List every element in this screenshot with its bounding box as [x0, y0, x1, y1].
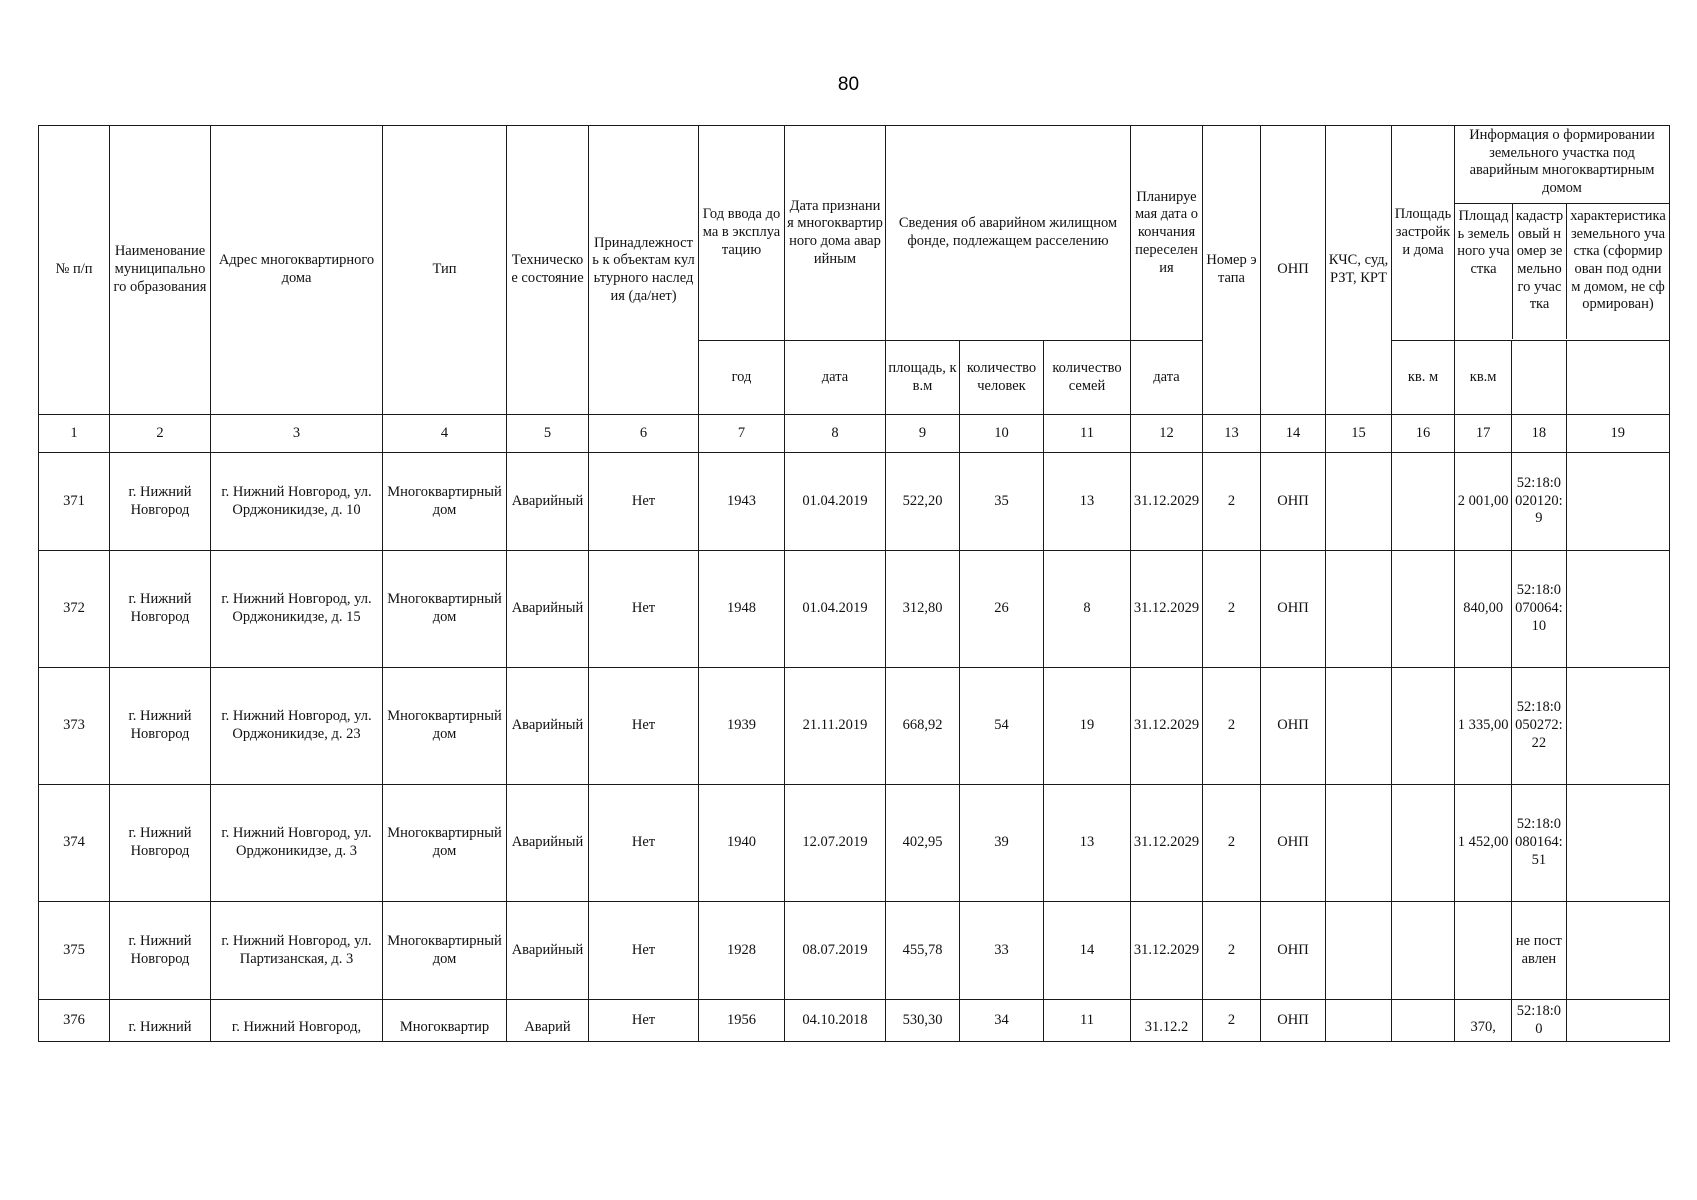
cell-heritage: Нет	[589, 785, 699, 902]
cell-planned-end: 31.12.2029	[1131, 668, 1203, 785]
cell-kchs	[1326, 668, 1392, 785]
cell-planned-end: 31.12.2029	[1131, 551, 1203, 668]
cell-tech-state: Аварий	[507, 1000, 589, 1042]
header-recognition-date: Дата признания многоквартирного дома аварийным	[785, 126, 886, 341]
cell-municipality: г. Нижний Новгород	[110, 551, 211, 668]
cell-planned-end: 31.12.2029	[1131, 785, 1203, 902]
header-land-char: характеристика земельного участка (сформирован под одним домом, не сформирован)	[1566, 204, 1669, 339]
sub-families: количество семей	[1044, 341, 1131, 415]
col-num: 3	[211, 415, 383, 453]
cell-built-area	[1392, 1000, 1455, 1042]
sub-year: год	[699, 341, 785, 415]
cell-people: 54	[960, 668, 1044, 785]
col-num: 14	[1261, 415, 1326, 453]
cell-area: 522,20	[886, 453, 960, 551]
cell-date: 01.04.2019	[785, 453, 886, 551]
cell-type: Многоквартир	[383, 1000, 507, 1042]
cell-year: 1939	[699, 668, 785, 785]
cell-kchs	[1326, 453, 1392, 551]
cell-land-area: 1 335,00	[1455, 668, 1512, 785]
cell-land-char	[1566, 551, 1669, 668]
cell-number: 374	[39, 785, 110, 902]
cell-municipality: г. Нижний Новгород	[110, 453, 211, 551]
cell-date: 12.07.2019	[785, 785, 886, 902]
cell-type: Многоквартирный дом	[383, 785, 507, 902]
cell-planned-end: 31.12.2029	[1131, 902, 1203, 1000]
cell-planned-end: 31.12.2029	[1131, 453, 1203, 551]
header-heritage: Принадлежность к объектам культурного наследия (да/нет)	[589, 126, 699, 415]
cell-kchs	[1326, 551, 1392, 668]
cell-kchs	[1326, 1000, 1392, 1042]
col-num: 5	[507, 415, 589, 453]
header-planned-end: Планируемая дата окончания переселения	[1131, 126, 1203, 341]
cell-area: 455,78	[886, 902, 960, 1000]
cell-heritage: Нет	[589, 1000, 699, 1042]
cell-stage: 2	[1203, 453, 1261, 551]
cell-tech-state: Аварийный	[507, 902, 589, 1000]
col-num: 10	[960, 415, 1044, 453]
cell-stage: 2	[1203, 1000, 1261, 1042]
cell-address: г. Нижний Новгород, ул. Орджоникидзе, д. 10	[211, 453, 383, 551]
header-land-area: Площадь земельного участка	[1457, 208, 1510, 278]
col-num: 11	[1044, 415, 1131, 453]
cell-cadastral: 52:18:0070064:10	[1512, 551, 1566, 668]
cell-type: Многоквартирный дом	[383, 551, 507, 668]
cell-families: 13	[1044, 453, 1131, 551]
cell-area: 312,80	[886, 551, 960, 668]
col-num: 12	[1131, 415, 1203, 453]
cell-people: 34	[960, 1000, 1044, 1042]
header-number: № п/п	[39, 126, 110, 415]
sub-kvm-built: кв. м	[1392, 341, 1455, 415]
cell-address: г. Нижний Новгород, ул. Орджоникидзе, д. 3	[211, 785, 383, 902]
cell-municipality: г. Нижний Новгород	[110, 785, 211, 902]
cell-type: Многоквартирный дом	[383, 668, 507, 785]
col-num: 16	[1392, 415, 1455, 453]
cell-municipality: г. Нижний Новгород	[110, 668, 211, 785]
cell-area: 530,30	[886, 1000, 960, 1042]
cell-onp: ОНП	[1261, 902, 1326, 1000]
cell-planned-end: 31.12.2	[1131, 1000, 1203, 1042]
cell-land-char	[1566, 453, 1669, 551]
header-land-info	[1455, 126, 1670, 341]
cell-people: 26	[960, 551, 1044, 668]
column-number-row	[39, 415, 1670, 453]
col-num: 7	[699, 415, 785, 453]
col-num: 9	[886, 415, 960, 453]
cell-address: г. Нижний Новгород, ул. Партизанская, д. 3	[211, 902, 383, 1000]
cell-type: Многоквартирный дом	[383, 453, 507, 551]
col-num: 17	[1455, 415, 1512, 453]
header-kchs: КЧС, суд, РЗТ, КРТ	[1326, 126, 1392, 415]
col-num: 1	[39, 415, 110, 453]
cell-heritage: Нет	[589, 551, 699, 668]
cell-onp: ОНП	[1261, 551, 1326, 668]
cell-land-area: 370,	[1455, 1000, 1512, 1042]
cell-area: 402,95	[886, 785, 960, 902]
cell-tech-state: Аварийный	[507, 668, 589, 785]
cell-address: г. Нижний Новгород,	[211, 1000, 383, 1042]
header-cadastral: кадастровый номер земельного участка	[1512, 204, 1566, 339]
cell-land-area: 2 001,00	[1455, 453, 1512, 551]
cell-heritage: Нет	[589, 453, 699, 551]
cell-heritage: Нет	[589, 668, 699, 785]
table-row	[39, 668, 1670, 785]
cell-address: г. Нижний Новгород, ул. Орджоникидзе, д. 15	[211, 551, 383, 668]
cell-cadastral: 52:18:0080164:51	[1512, 785, 1566, 902]
cell-onp: ОНП	[1261, 668, 1326, 785]
sub-date2: дата	[1131, 341, 1203, 415]
header-row	[39, 126, 1670, 341]
cell-people: 39	[960, 785, 1044, 902]
header-municipality: Наименование муниципального образования	[110, 126, 211, 415]
header-onp: ОНП	[1261, 126, 1326, 415]
cell-year: 1928	[699, 902, 785, 1000]
cell-number: 372	[39, 551, 110, 668]
cell-kchs	[1326, 902, 1392, 1000]
cell-stage: 2	[1203, 668, 1261, 785]
cell-built-area	[1392, 551, 1455, 668]
cell-date: 04.10.2018	[785, 1000, 886, 1042]
cell-date: 01.04.2019	[785, 551, 886, 668]
col-num: 19	[1566, 415, 1669, 453]
cell-built-area	[1392, 785, 1455, 902]
cell-land-area	[1455, 902, 1512, 1000]
col-num: 15	[1326, 415, 1392, 453]
cell-families: 14	[1044, 902, 1131, 1000]
header-stage: Номер этапа	[1203, 126, 1261, 415]
col-num: 6	[589, 415, 699, 453]
col-num: 2	[110, 415, 211, 453]
table-row	[39, 453, 1670, 551]
cell-built-area	[1392, 668, 1455, 785]
cell-municipality: г. Нижний	[110, 1000, 211, 1042]
sub-kvm-land: кв.м	[1455, 341, 1512, 415]
cell-address: г. Нижний Новгород, ул. Орджоникидзе, д. 23	[211, 668, 383, 785]
cell-families: 13	[1044, 785, 1131, 902]
cell-year: 1956	[699, 1000, 785, 1042]
land-info-title: Информация о формировании земельного участка под аварийным многоквартирным домом	[1455, 127, 1669, 204]
cell-land-area: 840,00	[1455, 551, 1512, 668]
cell-onp: ОНП	[1261, 453, 1326, 551]
cell-number: 373	[39, 668, 110, 785]
cell-municipality: г. Нижний Новгород	[110, 902, 211, 1000]
cell-families: 19	[1044, 668, 1131, 785]
cell-year: 1943	[699, 453, 785, 551]
cell-year: 1948	[699, 551, 785, 668]
header-built-area: Площадь застройки дома	[1392, 126, 1455, 341]
cell-land-area: 1 452,00	[1455, 785, 1512, 902]
cell-kchs	[1326, 785, 1392, 902]
table-row	[39, 902, 1670, 1000]
cell-heritage: Нет	[589, 902, 699, 1000]
cell-land-char	[1566, 902, 1669, 1000]
header-year-built: Год ввода дома в эксплуатацию	[699, 126, 785, 341]
cell-stage: 2	[1203, 551, 1261, 668]
cell-built-area	[1392, 453, 1455, 551]
cell-cadastral: 52:18:00	[1512, 1000, 1566, 1042]
sub-people: количество человек	[960, 341, 1044, 415]
cell-date: 08.07.2019	[785, 902, 886, 1000]
cell-people: 35	[960, 453, 1044, 551]
cell-area: 668,92	[886, 668, 960, 785]
cell-people: 33	[960, 902, 1044, 1000]
cell-tech-state: Аварийный	[507, 551, 589, 668]
cell-stage: 2	[1203, 785, 1261, 902]
cell-tech-state: Аварийный	[507, 785, 589, 902]
cell-year: 1940	[699, 785, 785, 902]
sub-date: дата	[785, 341, 886, 415]
cell-type: Многоквартирный дом	[383, 902, 507, 1000]
cell-families: 8	[1044, 551, 1131, 668]
cell-date: 21.11.2019	[785, 668, 886, 785]
cell-families: 11	[1044, 1000, 1131, 1042]
col-num: 13	[1203, 415, 1261, 453]
header-emergency-stock: Сведения об аварийном жилищном фонде, подлежащем расселению	[886, 126, 1131, 341]
cell-onp: ОНП	[1261, 785, 1326, 902]
header-address: Адрес многоквартирного дома	[211, 126, 383, 415]
sub-area: площадь, кв.м	[886, 341, 960, 415]
header-tech-state: Техническое состояние	[507, 126, 589, 415]
col-num: 8	[785, 415, 886, 453]
col-num: 4	[383, 415, 507, 453]
cell-land-char	[1566, 668, 1669, 785]
table-row	[39, 1000, 1670, 1042]
cell-land-char	[1566, 785, 1669, 902]
cell-cadastral: не поставлен	[1512, 902, 1566, 1000]
col-num: 18	[1512, 415, 1566, 453]
cell-onp: ОНП	[1261, 1000, 1326, 1042]
cell-built-area	[1392, 902, 1455, 1000]
cell-cadastral: 52:18:0020120:9	[1512, 453, 1566, 551]
cell-land-char	[1566, 1000, 1669, 1042]
cell-tech-state: Аварийный	[507, 453, 589, 551]
header-type: Тип	[383, 126, 507, 415]
table-row	[39, 785, 1670, 902]
cell-number: 375	[39, 902, 110, 1000]
cell-stage: 2	[1203, 902, 1261, 1000]
cell-number: 376	[39, 1000, 110, 1042]
table-row	[39, 551, 1670, 668]
emergency-housing-table	[38, 125, 1670, 1042]
cell-number: 371	[39, 453, 110, 551]
cell-cadastral: 52:18:0050272:22	[1512, 668, 1566, 785]
page-number: 80	[837, 74, 860, 95]
